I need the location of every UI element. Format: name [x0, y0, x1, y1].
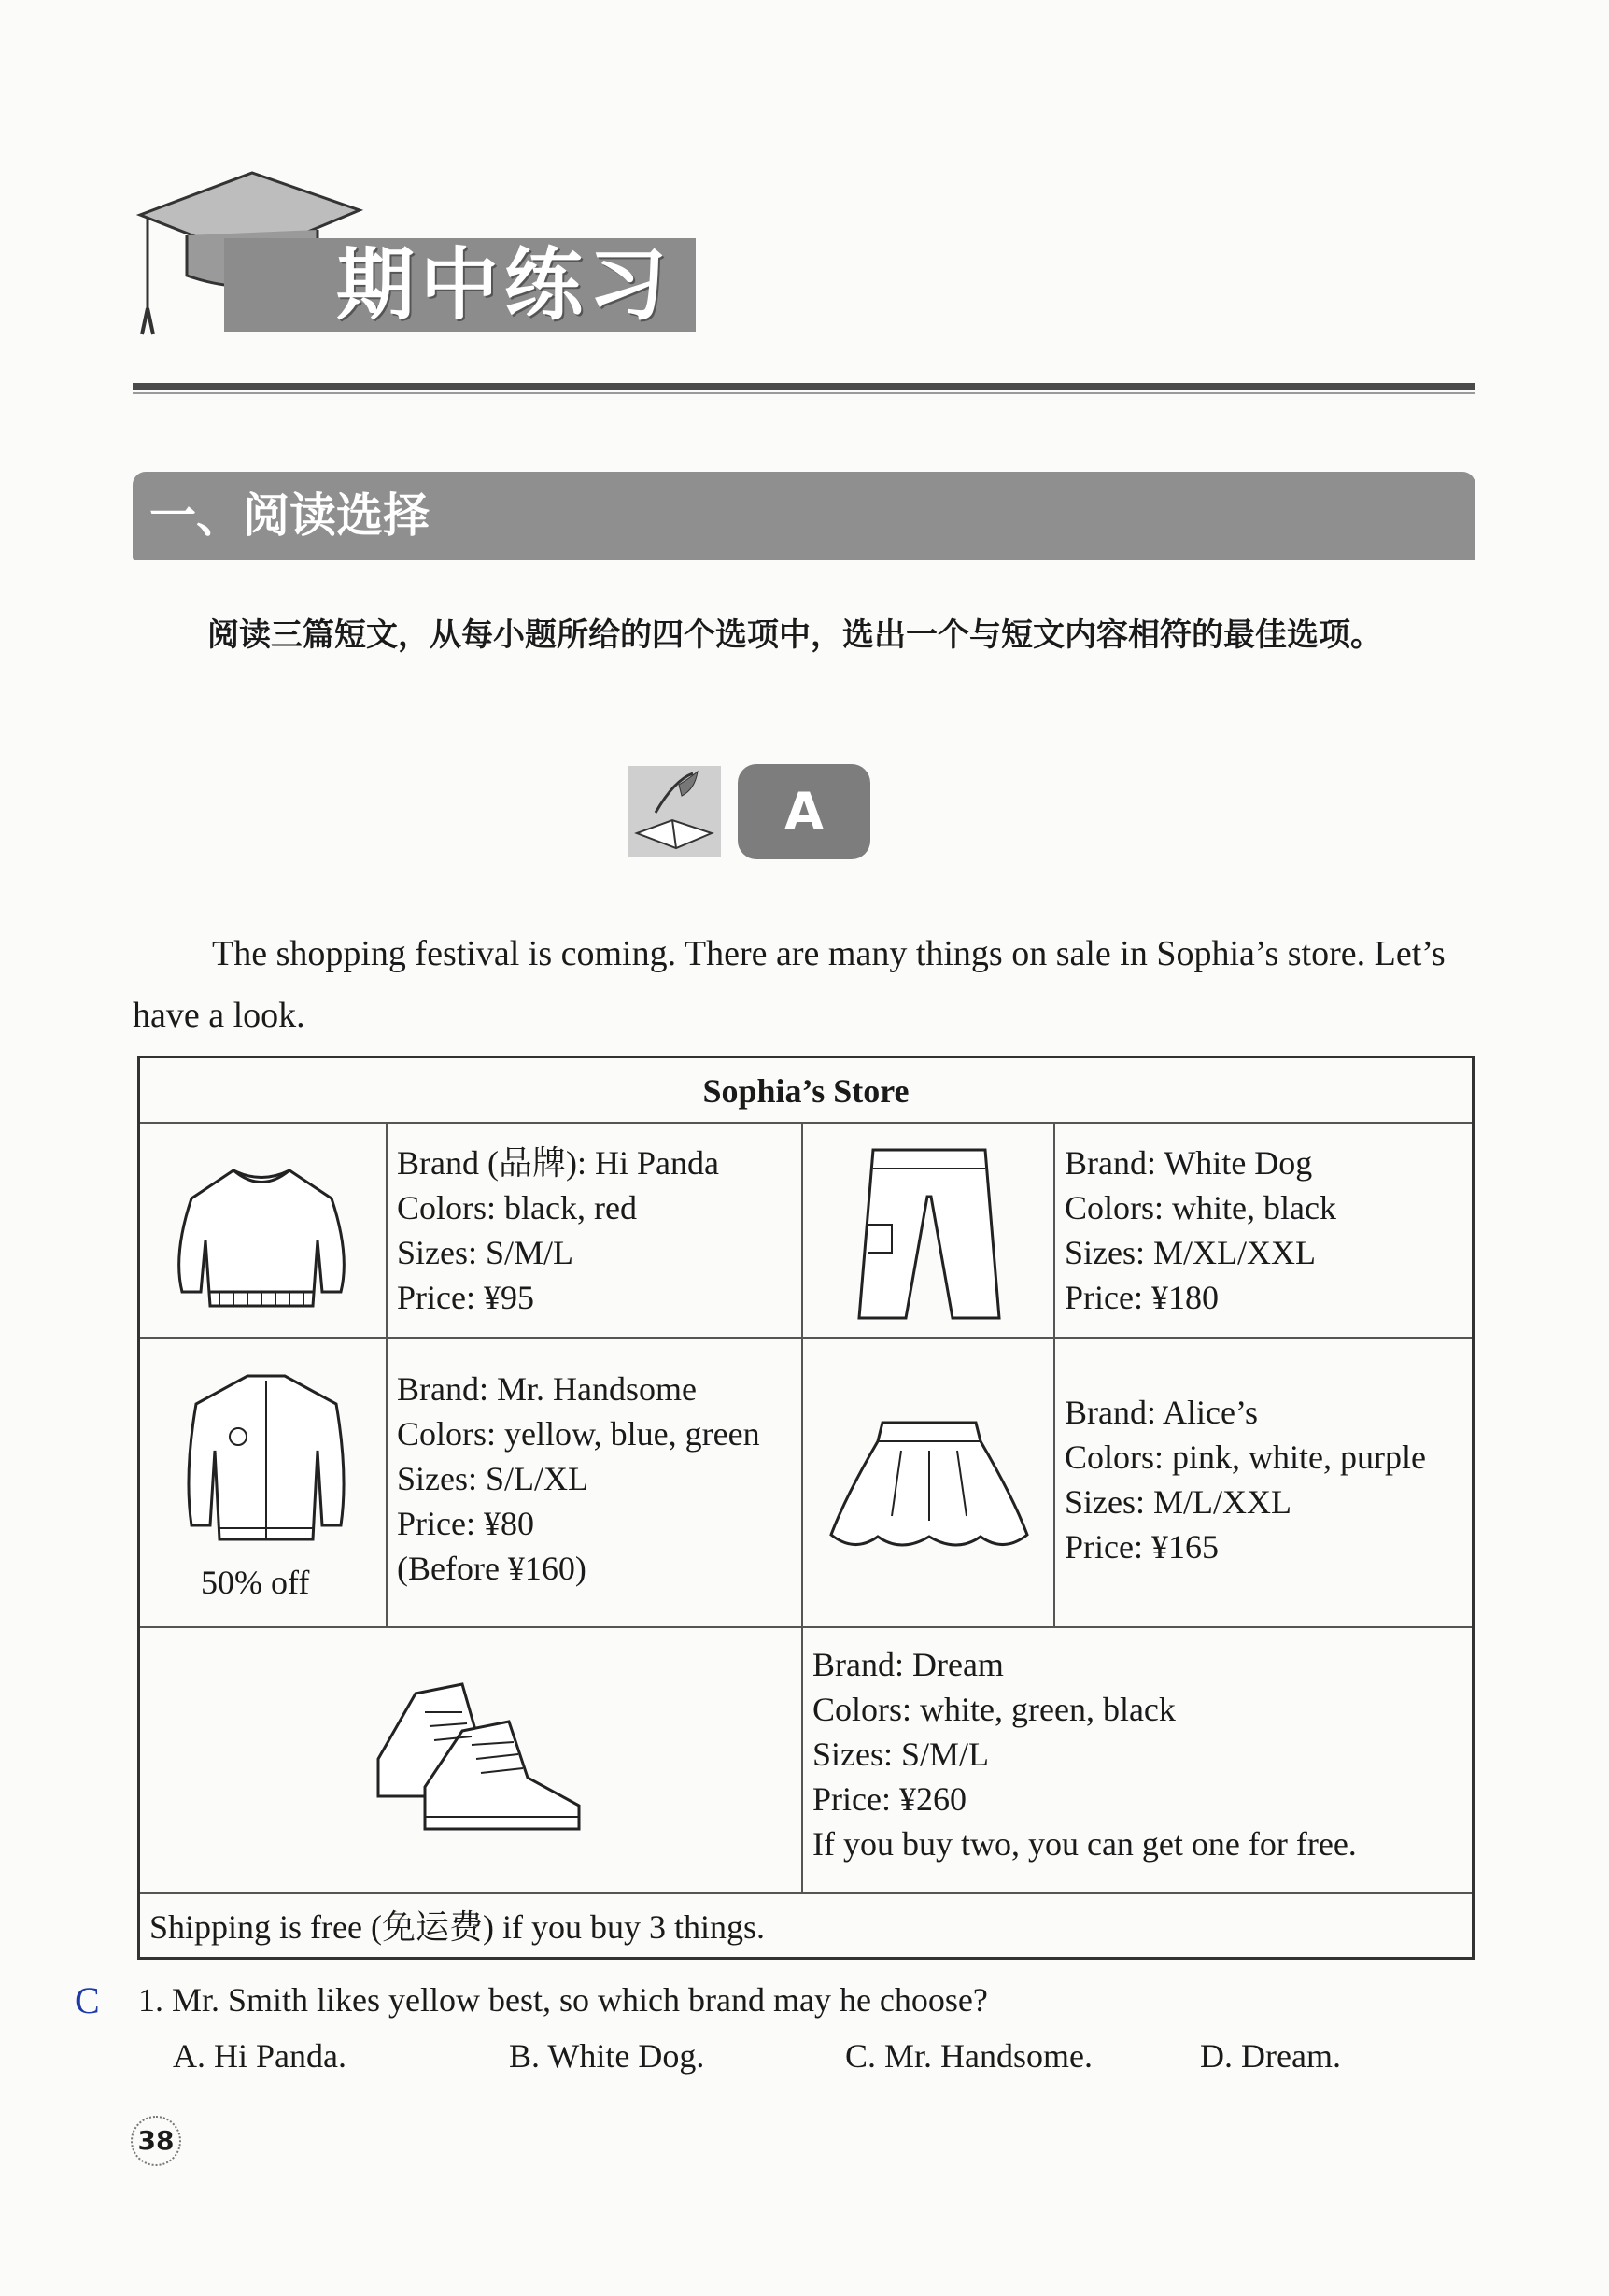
store-title: Sophia’s Store [140, 1058, 1472, 1124]
item-description: Brand: Alice’s Colors: pink, white, purple Sizes: M/L/XXL Price: ¥165 [1065, 1394, 1426, 1566]
trousers-icon [854, 1141, 1004, 1327]
instructions: 阅读三篇短文，从每小题所给的四个选项中，选出一个与短文内容相符的最佳选项。 [207, 617, 1382, 654]
jacket-icon [182, 1362, 350, 1549]
item-description: Brand: Dream Colors: white, green, black Sizes: S/M/L Price: ¥260 If you buy two, you can get one for free. [812, 1646, 1357, 1863]
book-quill-icon [628, 766, 721, 857]
option-d: D. Dream. [1200, 2037, 1341, 2075]
page-title: 期中练习 [336, 239, 673, 331]
item-desc-cell [803, 1628, 1472, 1894]
item-image-cell [140, 1339, 388, 1628]
page-number: 38 [131, 2116, 181, 2166]
shipping-note: Shipping is free (免运费) if you buy 3 things. [149, 1908, 765, 1946]
item-desc-cell [1055, 1339, 1472, 1628]
item-description: Brand: Mr. Handsome Colors: yellow, blue, green Sizes: S/L/XL Price: ¥80 (Before ¥160) [397, 1370, 760, 1587]
item-desc-cell [388, 1339, 803, 1628]
discount-note: 50% off [201, 1564, 310, 1601]
item-description: Brand (品牌): Hi Panda Colors: black, red Sizes: S/M/L Price: ¥95 [397, 1144, 719, 1316]
store-table [137, 1056, 1475, 1960]
item-image-cell [140, 1124, 388, 1339]
item-description: Brand: White Dog Colors: white, black Sizes: M/XL/XXL Price: ¥180 [1065, 1144, 1336, 1316]
passage-intro: The shopping festival is coming. There are many things on sale in Sophia’s store. Let’s have a look. [133, 934, 1446, 1035]
passage-label: A [738, 764, 870, 859]
skirt-icon [826, 1413, 1032, 1563]
handwritten-answer: C [75, 1979, 100, 2021]
sweater-icon [168, 1152, 355, 1320]
section-title: 一、阅读选择 [149, 489, 430, 543]
item-image-cell [803, 1339, 1055, 1628]
header-divider [133, 383, 1475, 390]
item-desc-cell [388, 1124, 803, 1339]
item-image-cell [803, 1124, 1055, 1339]
item-image-cell [140, 1628, 803, 1894]
item-desc-cell [1055, 1124, 1472, 1339]
sneakers-icon [360, 1656, 602, 1843]
option-a: A. Hi Panda. [173, 2037, 346, 2075]
option-c: C. Mr. Handsome. [845, 2037, 1093, 2075]
option-b: B. White Dog. [509, 2037, 705, 2075]
header-divider-thin [133, 392, 1475, 394]
question-text: 1. Mr. Smith likes yellow best, so which brand may he choose? [138, 1981, 988, 2019]
